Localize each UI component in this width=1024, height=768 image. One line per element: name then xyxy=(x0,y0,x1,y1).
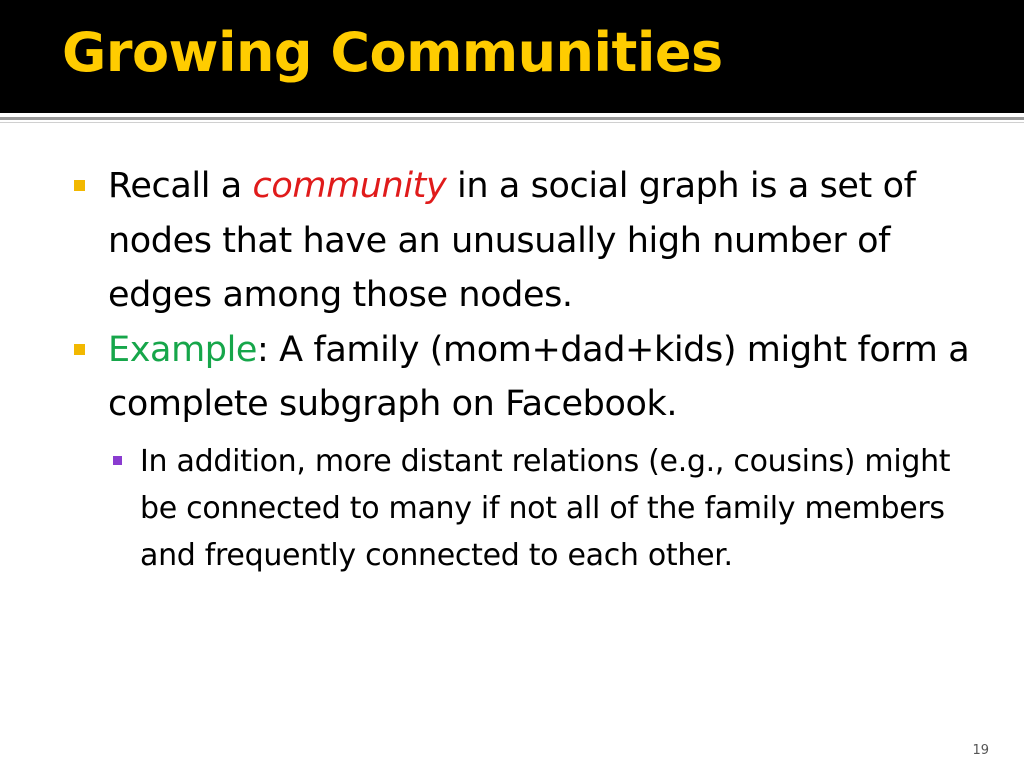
bullet-text-post: : A family (mom+dad+kids) might form a complete subgraph on Facebook. xyxy=(108,329,970,424)
square-bullet-icon xyxy=(74,180,85,191)
title-divider-secondary xyxy=(0,122,1024,123)
bullet-text-pre: Recall a xyxy=(108,166,253,206)
page-number: 19 xyxy=(972,743,989,758)
bullet-text-post: in a social graph is a set of nodes that have an unusually high number of edges among those nodes. xyxy=(108,166,916,315)
community-emphasis: community xyxy=(252,166,447,206)
small-square-bullet-icon xyxy=(113,456,122,465)
bullet-example xyxy=(70,323,990,432)
example-emphasis: Example xyxy=(108,329,258,370)
sub-bullet-text: In addition, more distant relations (e.g., cousins) might be connected to many if not all of the family members and frequently connected to each other. xyxy=(140,443,951,573)
slide-body xyxy=(70,159,990,579)
bullet-community-definition xyxy=(70,159,990,323)
title-divider xyxy=(0,117,1024,120)
slide-title: Growing Communities xyxy=(62,21,723,84)
sub-bullet-distant-relations xyxy=(102,438,990,579)
square-bullet-icon xyxy=(74,344,85,355)
title-bar xyxy=(0,0,1024,113)
